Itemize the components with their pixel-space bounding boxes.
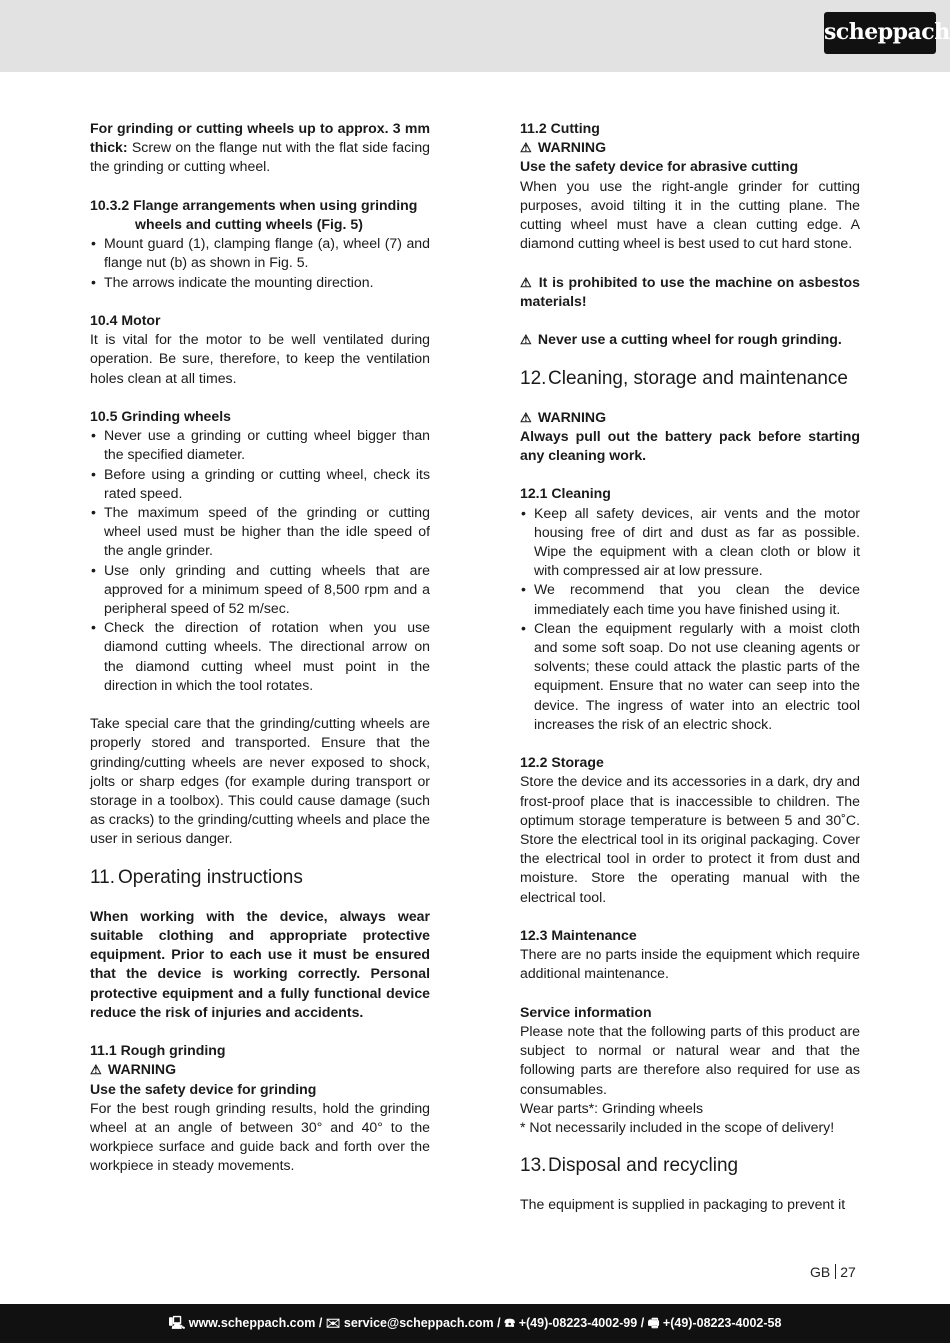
- heading-11-2: 11.2 Cutting: [520, 120, 600, 136]
- heading-11: 11. Operating instructions: [90, 866, 303, 888]
- subheading: Use the safety device for grinding: [90, 1080, 317, 1097]
- storage-paragraph: Store the device and its accessories in a dark, dry and frost-proof place that is inaccessible to children. The optimum storage temperature is between 5 and 30˚C. Store the electrical tool in its original packaging. Cover the electrical tool in order to protect it from dust and moisture. Store the operating manual with the electrical tool.: [520, 773, 860, 905]
- heading-12: 12. Cleaning, storage and maintenance: [520, 367, 848, 389]
- warning-line: ⚠ WARNING: [520, 408, 860, 427]
- cutting-paragraph: When you use the right-angle grinder for cutting purposes, avoid tilting it in the cutting plane. The cutting wheel must have a clean cutting edge. A diamond cutting wheel is best used to cut hard stone.: [520, 177, 860, 252]
- heading-12-2: 12.2 Storage: [520, 754, 604, 771]
- care-paragraph: Take special care that the grinding/cutting wheels are properly stored and transported. Ensure that the grinding/cutting wheels are never exposed to shock, jolts or sharp edges (for example during transport or storage in a toolbox). This could cause damage (such as cracks) to the grinding/cutting wheels and place the user in serious danger.: [90, 715, 430, 847]
- email-icon: ✉: [325, 1316, 344, 1330]
- battery-warning: Always pull out the battery pack before starting any cleaning work.: [520, 427, 860, 463]
- page-number: GB 27: [810, 1264, 856, 1280]
- warning-icon: ⚠: [520, 332, 532, 348]
- motor-paragraph: It is vital for the motor to be well ventilated during operation. Be sure, therefore, to keep the ventilation holes clean at all times.: [90, 331, 430, 386]
- rough-grinding-warning: ⚠ Never use a cutting wheel for rough grinding.: [520, 330, 860, 349]
- list-item: • Use only grinding and cutting wheels that are approved for a minimum speed of 8,500 rpm and a peripheral speed of 52 m/sec.: [90, 561, 430, 619]
- computer-icon: 🖳: [168, 1316, 189, 1330]
- phone-icon: ☎: [504, 1316, 519, 1330]
- fax-icon: 🖷: [647, 1316, 663, 1330]
- safety-paragraph: When working with the device, always wear suitable clothing and appropriate protective equipment. Prior to each use it must be ensured that the device is working correctly. Personal protective equipment and a fully functional device reduce the risk of injuries and accidents.: [90, 907, 430, 1020]
- subheading: Use the safety device for abrasive cutting: [520, 158, 799, 175]
- scheppach-logo: scheppach: [824, 12, 936, 54]
- heading-10-5: 10.5 Grinding wheels: [90, 408, 231, 424]
- footer-email[interactable]: service@scheppach.com: [343, 1316, 494, 1330]
- warning-icon: ⚠: [90, 1062, 102, 1078]
- disposal-paragraph: The equipment is supplied in packaging to prevent it: [520, 1196, 846, 1213]
- footer-bar: 🖳 www.scheppach.com / ✉ service@scheppach.com / ☎ +(49)-08223-4002-99 / 🖷 +(49)-08223-4002-58: [0, 1304, 950, 1343]
- rough-grinding-paragraph: For the best rough grinding results, hold the grinding wheel at an angle of between 30° and 40° to the workpiece surface and guide back and forth over the workpiece in steady movements.: [90, 1099, 430, 1174]
- warning-icon: ⚠: [520, 140, 532, 156]
- heading-service: Service information: [520, 1003, 652, 1020]
- asbestos-warning: ⚠ It is prohibited to use the machine on asbestos materials!: [520, 273, 861, 309]
- heading-12-1: 12.1 Cleaning: [520, 485, 611, 502]
- warning-icon: ⚠: [520, 409, 532, 425]
- service-paragraph: Please note that the following parts of this product are subject to normal or natural wear and that the following parts are therefore also required for use as consumables.: [520, 1023, 860, 1097]
- heading-10-3-2: 10.3.2 Flange arrangements when using grinding wheels and cutting wheels (Fig. 5): [90, 196, 418, 232]
- list-item: • We recommend that you clean the device immediately each time you have finished using it.: [520, 580, 860, 618]
- list-item: • The arrows indicate the mounting direction.: [90, 273, 430, 292]
- list-item: • Never use a grinding or cutting wheel bigger than the specified diameter.: [90, 426, 430, 464]
- heading-10-4: 10.4 Motor: [90, 312, 161, 328]
- footer-web[interactable]: www.scheppach.com: [188, 1316, 316, 1330]
- footer-phone: +(49)-08223-4002-99: [518, 1316, 638, 1330]
- heading-12-3: 12.3 Maintenance: [520, 927, 637, 944]
- list-item: • Clean the equipment regularly with a moist cloth and some soft soap. Do not use cleaning agents or solvents; these could attack the plastic parts of the equipment. Ensure that no water can seep into the device. The ingress of water into an electric tool increases the risk of an electric shock.: [520, 619, 860, 734]
- warning-line: ⚠ WARNING: [520, 138, 860, 157]
- warning-icon: ⚠: [520, 274, 532, 290]
- heading-13: 13. Disposal and recycling: [520, 1155, 739, 1177]
- flange-paragraph: For grinding or cutting wheels up to approx. 3 mm thick: Screw on the flange nut with the flat side facing the grinding or cutting wheel.: [90, 120, 430, 175]
- list-item: • The maximum speed of the grinding or cutting wheel used must be higher than the idle speed of the angle grinder.: [90, 503, 430, 561]
- warning-line: ⚠ WARNING: [90, 1060, 430, 1079]
- right-column: [520, 119, 860, 1215]
- delivery-note: * Not necessarily included in the scope of delivery!: [520, 1119, 835, 1136]
- list-item: • Mount guard (1), clamping flange (a), wheel (7) and flange nut (b) as shown in Fig. 5.: [90, 234, 430, 272]
- maintenance-paragraph: There are no parts inside the equipment which require additional maintenance.: [520, 946, 860, 982]
- header-bar: [0, 0, 950, 72]
- left-column: [90, 119, 430, 1176]
- list-item: • Before using a grinding or cutting wheel, check its rated speed.: [90, 465, 430, 503]
- list-item: • Check the direction of rotation when you use diamond cutting wheels. The directional arrow on the diamond cutting wheel must point in the direction in which the tool rotates.: [90, 618, 430, 695]
- footer-fax: +(49)-08223-4002-58: [662, 1316, 782, 1330]
- list-item: • Keep all safety devices, air vents and the motor housing free of dirt and dust as far as possible. Wipe the equipment with a clean cloth or blow it with compressed air at low pressure.: [520, 504, 860, 581]
- wear-parts-line: Wear parts*: Grinding wheels: [520, 1099, 704, 1116]
- heading-11-1: 11.1 Rough grinding: [90, 1042, 226, 1059]
